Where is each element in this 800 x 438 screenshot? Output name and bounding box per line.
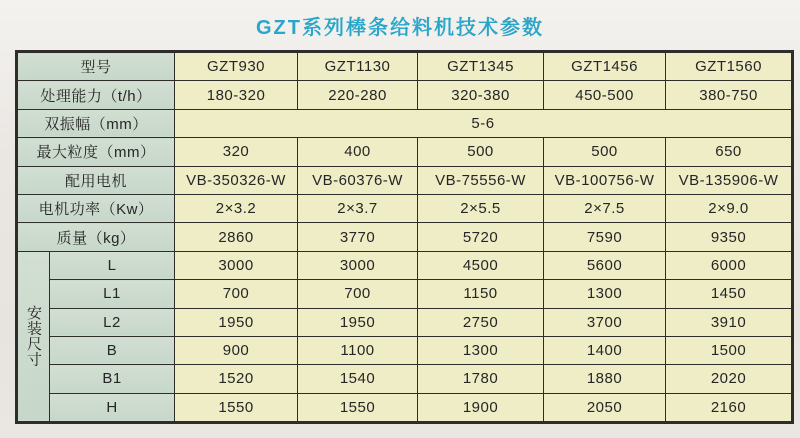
cell-value: 1880 [544, 365, 666, 393]
table-row-amplitude [17, 109, 793, 137]
cell-value: 2×7.5 [544, 194, 666, 222]
table-row-dim-L [17, 251, 793, 279]
cell-value: 2050 [544, 393, 666, 422]
cell-value: VB-60376-W [298, 166, 418, 194]
cell-value: 1950 [298, 308, 418, 336]
cell-value: 3000 [175, 251, 298, 279]
cell-value: 2860 [175, 223, 298, 251]
table-row-models [17, 52, 793, 81]
table-row-weight [17, 223, 793, 251]
install-group-label: 安装尺寸 [17, 251, 50, 422]
cell-value: 1520 [175, 365, 298, 393]
cell-value: 2×3.7 [298, 194, 418, 222]
spec-table [15, 50, 794, 424]
row-label-motor-power: 电机功率（Kw） [17, 194, 175, 222]
cell-value: 700 [298, 280, 418, 308]
cell-value: 220-280 [298, 81, 418, 109]
table-row-dim-B [17, 336, 793, 364]
cell-value: 3700 [544, 308, 666, 336]
cell-value: VB-100756-W [544, 166, 666, 194]
cell-value: VB-75556-W [418, 166, 544, 194]
cell-value: 320-380 [418, 81, 544, 109]
row-label-dim: H [50, 393, 175, 422]
cell-value: 380-750 [666, 81, 793, 109]
table-row-capacity [17, 81, 793, 109]
cell-value: 2×3.2 [175, 194, 298, 222]
table-row-dim-B1 [17, 365, 793, 393]
cell-value: 2750 [418, 308, 544, 336]
page-title: GZT系列棒条给料机技术参数 [256, 17, 544, 39]
row-label-amplitude: 双振幅（mm） [17, 109, 175, 137]
model-name: GZT930 [175, 52, 298, 81]
cell-value: 1550 [175, 393, 298, 422]
row-label-capacity: 处理能力（t/h） [17, 81, 175, 109]
table-row-motor-power [17, 194, 793, 222]
cell-value: 5600 [544, 251, 666, 279]
cell-value: 7590 [544, 223, 666, 251]
table-row-motor [17, 166, 793, 194]
row-label-dim: B1 [50, 365, 175, 393]
model-name: GZT1130 [298, 52, 418, 81]
cell-value: 650 [666, 138, 793, 166]
row-label-dim: L2 [50, 308, 175, 336]
cell-value: 500 [544, 138, 666, 166]
cell-value-span: 5-6 [175, 109, 793, 137]
cell-value: 1780 [418, 365, 544, 393]
cell-value: 6000 [666, 251, 793, 279]
row-label-weight: 质量（kg） [17, 223, 175, 251]
cell-value: 9350 [666, 223, 793, 251]
cell-value: 1150 [418, 280, 544, 308]
cell-value: 1400 [544, 336, 666, 364]
cell-value: 1300 [544, 280, 666, 308]
table-row-dim-H [17, 393, 793, 422]
table-row-dim-L1 [17, 280, 793, 308]
cell-value: 2020 [666, 365, 793, 393]
cell-value: 5720 [418, 223, 544, 251]
model-name: GZT1456 [544, 52, 666, 81]
row-label-motor: 配用电机 [17, 166, 175, 194]
cell-value: 1950 [175, 308, 298, 336]
cell-value: 900 [175, 336, 298, 364]
cell-value: 180-320 [175, 81, 298, 109]
row-label-dim: B [50, 336, 175, 364]
cell-value: 2×9.0 [666, 194, 793, 222]
cell-value: 1900 [418, 393, 544, 422]
table-row-max-particle [17, 138, 793, 166]
row-label-dim: L1 [50, 280, 175, 308]
cell-value: 2×5.5 [418, 194, 544, 222]
cell-value: VB-135906-W [666, 166, 793, 194]
cell-value: 320 [175, 138, 298, 166]
cell-value: 3910 [666, 308, 793, 336]
cell-value: 1550 [298, 393, 418, 422]
cell-value: 2160 [666, 393, 793, 422]
row-label-dim: L [50, 251, 175, 279]
table-row-dim-L2 [17, 308, 793, 336]
cell-value: 450-500 [544, 81, 666, 109]
cell-value: 3770 [298, 223, 418, 251]
cell-value: 1100 [298, 336, 418, 364]
model-name: GZT1560 [666, 52, 793, 81]
cell-value: 700 [175, 280, 298, 308]
cell-value: 1450 [666, 280, 793, 308]
cell-value: 1540 [298, 365, 418, 393]
cell-value: 3000 [298, 251, 418, 279]
cell-value: 500 [418, 138, 544, 166]
cell-value: 1500 [666, 336, 793, 364]
cell-value: 1300 [418, 336, 544, 364]
cell-value: 400 [298, 138, 418, 166]
model-name: GZT1345 [418, 52, 544, 81]
cell-value: 4500 [418, 251, 544, 279]
cell-value: VB-350326-W [175, 166, 298, 194]
row-label-max-particle: 最大粒度（mm） [17, 138, 175, 166]
row-label-model: 型号 [17, 52, 175, 81]
